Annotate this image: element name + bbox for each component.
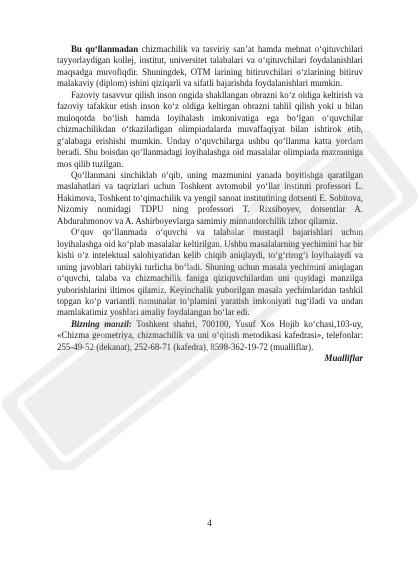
body-text xyxy=(57,44,363,365)
paragraph-4 xyxy=(57,227,363,319)
paragraph-3-text: Qo‘llanmani sinchiklab o‘qib, uning mazmunini yanada boyitishga qaratilgan maslahatlari va taqrizlari uchun Toshkent avtomobil yo‘llar instituti professori L. Hakimova, Toshkent to‘qimachilik va yengil sanoat institutining dotsenti E. Sobitova, Nizomiy nomidagi TDPU ning professori T. Rixsiboyev, dotsentlar A. Abdurahmonov va A. Ashirboyevlarga samimiy minnatdorchilik izhor qilamiz. xyxy=(57,169,363,226)
paragraph-1-text: chizmachilik va tasviriy san’at hamda mehnat o‘qituvchilari tayyorlaydigan kollej, institut, universitet talabalari va o‘qituvchilari foydalanishlari maqsadga muvofiqdir. Shuningdek, OTM larining bitiruvchilari o‘zlarining bitiruv malakaviy (diplom) ishini qiziqarli va sifatli bajarishda foydalanishlari mumkin. xyxy=(57,44,363,89)
page-number: 4 xyxy=(207,518,212,528)
paragraph-2-text: Fazoviy tasavvur qilish inson ongida shakllangan obrazni ko‘z oldiga keltirish va fazoviy tafakkur etish inson ko‘z oldiga keltirgan obrazni tahlil qilish yoki u bilan muloqotda bo‘lish hamda loyihalash imkonivatiga ega bo‘lgan o‘quvchilar chizmachilikdan o‘tkaziladigan olimpiadalarda muvaffaqiyat bilan ishtirok etib, g‘alabaga erishishi mumkin. Unday o‘quvchilarga ushbu qo‘llanma katta yordam beradi. Shu boisdan qo‘llanmadagi loyihalashga oid masalalar olimpiada mazmuniga mos qilib tuzilgan. xyxy=(57,89,363,169)
paragraph-2 xyxy=(57,90,363,170)
signature-authors: Mualliflar xyxy=(324,353,363,364)
address-lead: Bizning manzil: xyxy=(71,318,132,329)
paragraph-1-lead: Bu qo‘llanmadan xyxy=(71,44,139,54)
address-text: Toshkent shahri, 700100, Yusuf Xos Hojib ko‘chasi,103-uy, «Chizma geometriya, chizmachilik va uni o‘qitish metodikasi kafedrasi», telefonlar: 255-49-52 (dekanat), 252-68-71 (kafedra), 8598-362-19-72 (mualliflar). xyxy=(57,318,364,352)
paragraph-3 xyxy=(57,170,363,227)
paragraph-4-text: O‘quv qo‘llanmada o‘quvchi va talabalar mustaqil bajarishlari uchun loyihalashga oid ko‘plab masalalar keltirilgan. Ushbu masalalarning yechimini har bir kishi o‘z intelektual salohiyatidan kelib chiqib aniqlaydi, to‘g‘rirog‘i loyihalaydi va uning javoblari tabiiyki turlicha bo‘ladi. Shuning uchun masala yechimini aniqlagan o‘quvchi, talaba va chizmachilik faniga qiziquvchilardan uni quyidagi manzilga yuborishlarini iltimos qilamiz. Keyinchalik yuborilgan masala yechimlaridan tashkil topgan ko‘p variantli namunalar to‘plamini yaratish imkoniyati tug‘iladi va undan mamlakatimiz yoshlari amaliy foydalangan bo‘lar edi. xyxy=(57,227,363,318)
paragraph-1 xyxy=(57,44,363,90)
paragraph-address xyxy=(57,319,363,353)
